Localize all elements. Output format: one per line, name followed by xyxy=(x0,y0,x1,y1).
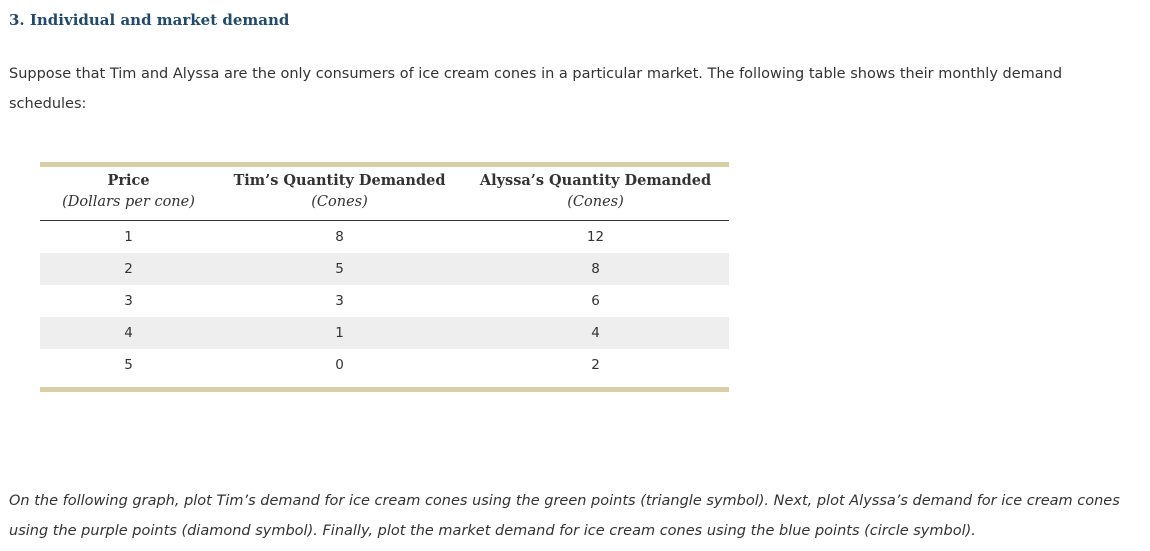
graph-instructions: On the following graph, plot Tim’s demand for ice cream cones using the green points (triangle symbol). Next, plot Alyssa’s demand for ice cream cones using the purple points (diamond symbol). Finally, plot the market demand for ice cream cones using the blue points (circle symbol). xyxy=(9,493,1120,539)
cell-price: 1 xyxy=(124,229,133,245)
cell-price: 4 xyxy=(40,317,217,349)
header-tim-quantity: Tim’s Quantity Demanded xyxy=(233,172,446,189)
table-row xyxy=(40,221,729,254)
header-row xyxy=(40,167,729,194)
table-bottom-rule xyxy=(40,387,729,392)
cell-tim-quantity: 1 xyxy=(217,317,462,349)
cell-tim-quantity: 5 xyxy=(217,253,462,285)
cell-tim-quantity: 3 xyxy=(335,293,344,309)
intro-paragraph: Suppose that Tim and Alyssa are the only consumers of ice cream cones in a particular market. The following table shows their monthly demand schedules: xyxy=(9,66,1063,112)
cell-alyssa-quantity: 12 xyxy=(586,229,605,245)
cell-tim-quantity: 0 xyxy=(335,357,344,373)
cell-price: 3 xyxy=(124,293,133,309)
table-row xyxy=(40,317,729,349)
cell-alyssa-quantity: 8 xyxy=(462,253,729,285)
table-row xyxy=(40,285,729,317)
header-price: Price xyxy=(107,172,150,189)
cell-tim-quantity: 8 xyxy=(335,229,344,245)
subheader-alyssa-unit: (Cones) xyxy=(462,194,729,221)
cell-alyssa-quantity: 4 xyxy=(462,317,729,349)
subheader-price-unit: (Dollars per cone) xyxy=(40,194,217,221)
table-row xyxy=(40,349,729,381)
header-alyssa-quantity: Alyssa’s Quantity Demanded xyxy=(479,172,712,189)
cell-price: 5 xyxy=(124,357,133,373)
subheader-tim-unit: (Cones) xyxy=(217,194,462,221)
cell-alyssa-quantity: 6 xyxy=(591,293,600,309)
demand-schedule-table xyxy=(40,162,729,392)
section-heading: 3. Individual and market demand xyxy=(9,11,290,29)
subheader-row xyxy=(40,194,729,221)
cell-alyssa-quantity: 2 xyxy=(591,357,600,373)
table-row xyxy=(40,253,729,285)
cell-price: 2 xyxy=(40,253,217,285)
